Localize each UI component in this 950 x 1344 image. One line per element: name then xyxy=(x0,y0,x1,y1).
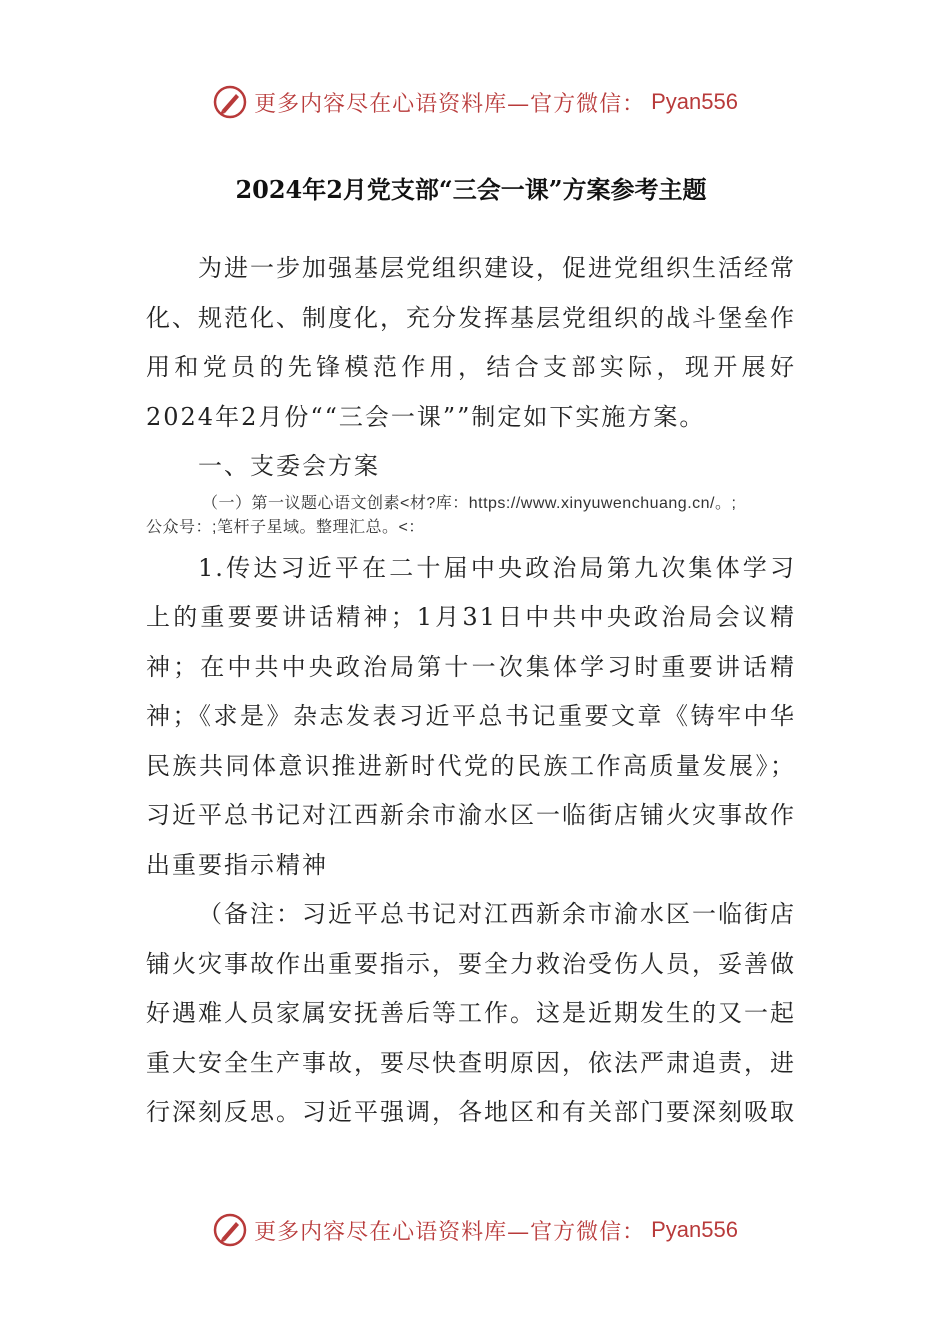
watermark-text: 更多内容尽在心语资料库—官方微信： xyxy=(254,1219,646,1245)
document-title: 2024年2月党支部“三会一课”方案参考主题 xyxy=(235,175,707,204)
watermark-banner-top xyxy=(0,82,950,122)
watermark-text: 更多内容尽在心语资料库—官方微信： xyxy=(254,91,646,117)
watermark-wechat-id: Pyan556 xyxy=(651,1217,738,1242)
pen-logo-icon xyxy=(212,1212,248,1248)
watermark-wechat-id: Pyan556 xyxy=(651,89,738,114)
subheading-line-2: 公众号：;笔杆子星域。整理汇总。<： xyxy=(146,518,425,536)
item-paragraph: 1.传达习近平在二十届中央政治局第九次集体学习上的重要要讲话精神；1月31日中共中央政治局会议精神；在中共中央政治局第十一次集体学习时重要讲话精神；《求是》杂志发表习近平总书记重要文章《铸牢中华民族共同体意识推进新时代党的民族工作高质量发展》；习近平总书记对江西新余市渝水区一临街店铺火灾事故作出重要指示精神 xyxy=(146,553,796,879)
subheading-line-1: （一）第一议题心语文创素<材?库：https://www.xinyuwenchuang.cn/。; xyxy=(202,494,737,512)
watermark-banner-bottom xyxy=(0,1210,950,1250)
note-paragraph: （备注：习近平总书记对江西新余市渝水区一临街店铺火灾事故作出重要指示，要全力救治受伤人员，妥善做好遇难人员家属安抚善后等工作。这是近期发生的又一起重大安全生产事故，要尽快查明原因，依法严肃追责，进行深刻反思。习近平强调，各地区和有关部门要深刻吸取 xyxy=(146,900,796,1126)
pen-logo-icon xyxy=(212,84,248,120)
intro-paragraph: 为进一步加强基层党组织建设，促进党组织生活经常化、规范化、制度化，充分发挥基层党组织的战斗堡垒作用和党员的先锋模范作用，结合支部实际，现开展好2024年2月份““三会一课””制定如下实施方案。 xyxy=(146,254,796,431)
document-body xyxy=(146,170,796,1138)
section-heading: 一、支委会方案 xyxy=(198,452,380,480)
